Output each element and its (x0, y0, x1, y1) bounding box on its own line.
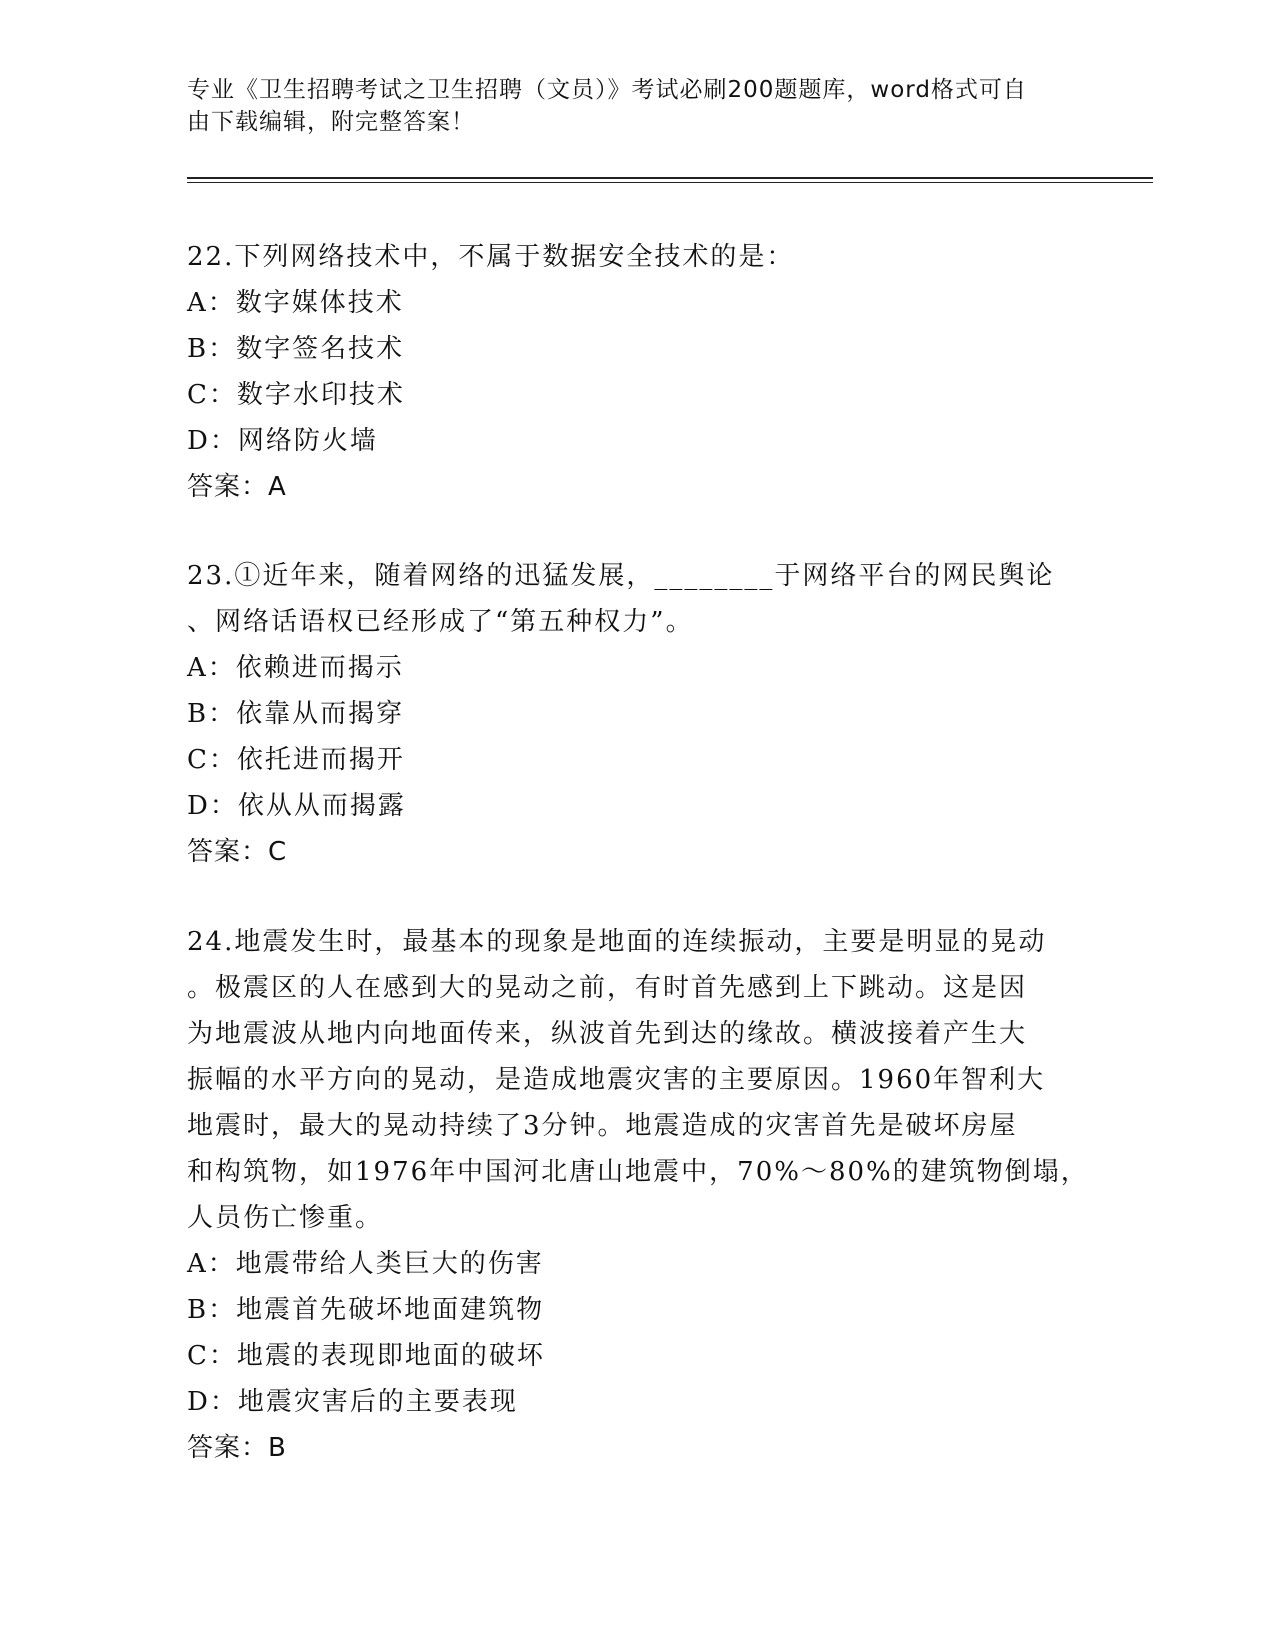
question-stem-line-2: 、网络话语权已经形成了“第五种权力”。 (187, 607, 694, 637)
question-stem-line-5: 地震时，最大的晃动持续了3分钟。地震造成的灾害首先是破坏房屋 (187, 1111, 1018, 1141)
question-23 (187, 553, 1087, 875)
question-stem-line-1: 24.地震发生时，最基本的现象是地面的连续振动，主要是明显的晃动 (187, 927, 1047, 957)
option-a: A：地震带给人类巨大的伤害 (187, 1249, 544, 1279)
question-stem-line-4: 振幅的水平方向的晃动，是造成地震灾害的主要原因。1960年智利大 (187, 1065, 1046, 1095)
question-24 (187, 919, 1087, 1471)
option-b: B：地震首先破坏地面建筑物 (187, 1295, 545, 1325)
answer-label: 答案：C (187, 837, 288, 867)
option-b: B：依靠从而揭穿 (187, 699, 405, 729)
option-c: C：地震的表现即地面的破坏 (187, 1341, 545, 1371)
answer-label: 答案：A (187, 472, 287, 502)
option-a: A：依赖进而揭示 (187, 653, 404, 683)
option-a: A：数字媒体技术 (187, 288, 404, 318)
question-stem-line-1: 23.①近年来，随着网络的迅猛发展，________于网络平台的网民舆论 (187, 561, 1055, 591)
header-title-line-1: 专业《卫生招聘考试之卫生招聘（文员）》考试必刷200题题库，word格式可自 (187, 77, 1027, 103)
answer-label: 答案：B (187, 1433, 287, 1463)
header-divider (187, 177, 1153, 179)
document-header (187, 74, 1077, 138)
question-22 (187, 234, 1087, 510)
option-c: C：数字水印技术 (187, 380, 405, 410)
question-stem-line-7: 人员伤亡惨重。 (187, 1203, 384, 1233)
header-title-line-2: 由下载编辑，附完整答案！ (187, 109, 475, 135)
option-d: D：依从从而揭露 (187, 791, 406, 821)
question-stem: 22.下列网络技术中，不属于数据安全技术的是： (187, 242, 795, 272)
question-stem-line-2: 。极震区的人在感到大的晃动之前，有时首先感到上下跳动。这是因 (187, 973, 1028, 1003)
question-stem-line-3: 为地震波从地内向地面传来，纵波首先到达的缘故。横波接着产生大 (187, 1019, 1028, 1049)
option-c: C：依托进而揭开 (187, 745, 405, 775)
option-d: D：网络防火墙 (187, 426, 378, 456)
question-stem-line-6: 和构筑物，如1976年中国河北唐山地震中，70%～80%的建筑物倒塌， (187, 1157, 1089, 1187)
option-d: D：地震灾害后的主要表现 (187, 1387, 518, 1417)
header-divider-thin (187, 182, 1153, 183)
option-b: B：数字签名技术 (187, 334, 405, 364)
